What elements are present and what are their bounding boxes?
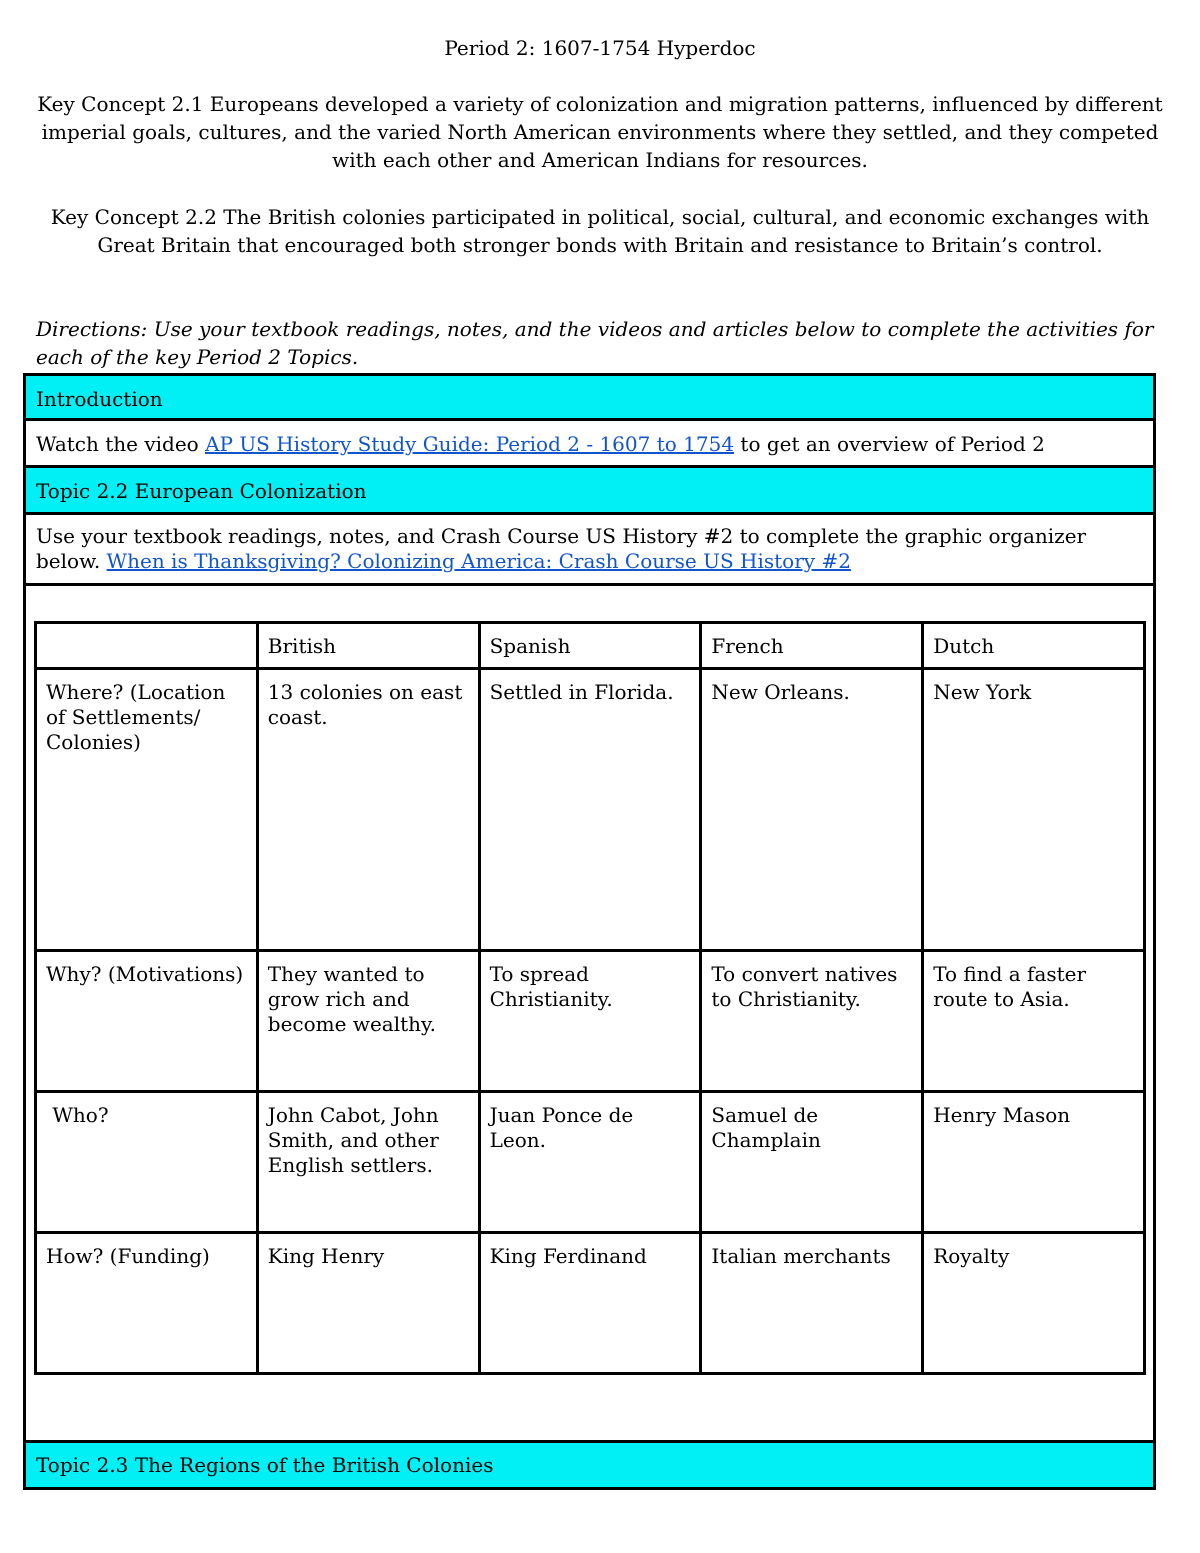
column-header-french: French	[701, 623, 923, 669]
column-header-british: British	[257, 623, 479, 669]
page-title: Period 2: 1607-1754 Hyperdoc	[444, 36, 756, 60]
cell-who-british[interactable]: John Cabot, John Smith, and other English settlers.	[257, 1092, 479, 1233]
cell-who-spanish[interactable]: Juan Ponce de Leon.	[479, 1092, 701, 1233]
cell-where-dutch[interactable]: New York	[923, 669, 1145, 951]
key-concept-2-1: Key Concept 2.1 Europeans developed a variety of colonization and migration patterns, influenced by different imperial goals, cultures, and the varied North American environments where they settled, and they competed with each other and American Indians for resources.	[37, 92, 1163, 172]
organizer-row-how	[36, 1233, 1145, 1374]
row-label-how: How? (Funding)	[36, 1233, 258, 1374]
cell-why-dutch[interactable]: To find a faster route to Asia.	[923, 951, 1145, 1092]
cell-how-spanish[interactable]: King Ferdinand	[479, 1233, 701, 1374]
directions-text: Directions: Use your textbook readings, notes, and the videos and articles below to complete the activities for each of the key Period 2 Topics.	[36, 317, 1154, 369]
row-label-why: Why? (Motivations)	[36, 951, 258, 1092]
hyperdoc-table	[23, 373, 1156, 1490]
cell-where-british[interactable]: 13 colonies on east coast.	[257, 669, 479, 951]
organizer-corner-cell	[36, 623, 258, 669]
cell-why-british[interactable]: They wanted to grow rich and become wealthy.	[257, 951, 479, 1092]
cell-how-french[interactable]: Italian merchants	[701, 1233, 923, 1374]
introduction-heading: Introduction	[26, 376, 1153, 421]
cell-where-spanish[interactable]: Settled in Florida.	[479, 669, 701, 951]
organizer-row-who	[36, 1092, 1145, 1233]
cell-how-dutch[interactable]: Royalty	[923, 1233, 1145, 1374]
row-label-where: Where? (Location of Settlements/ Colonies)	[36, 669, 258, 951]
introduction-text-before: Watch the video	[36, 432, 206, 456]
cell-who-french[interactable]: Samuel de Champlain	[701, 1092, 923, 1233]
overview-video-link[interactable]: AP US History Study Guide: Period 2 - 1607 to 1754	[205, 432, 735, 456]
organizer-row-where	[36, 669, 1145, 951]
topic-2-2-heading: Topic 2.2 European Colonization	[26, 468, 1153, 515]
introduction-body	[26, 421, 1153, 468]
topic-2-3-heading: Topic 2.3 The Regions of the British Colonies	[26, 1440, 1153, 1487]
graphic-organizer	[34, 621, 1146, 1375]
row-label-who: Who?	[36, 1092, 258, 1233]
cell-why-french[interactable]: To convert natives to Christianity.	[701, 951, 923, 1092]
topic-2-2-instructions	[26, 515, 1153, 586]
cell-where-french[interactable]: New Orleans.	[701, 669, 923, 951]
cell-why-spanish[interactable]: To spread Christianity.	[479, 951, 701, 1092]
column-header-spanish: Spanish	[479, 623, 701, 669]
crash-course-video-link[interactable]: When is Thanksgiving? Colonizing America: Crash Course US History #2	[106, 549, 851, 573]
introduction-text-after: to get an overview of Period 2	[734, 432, 1045, 456]
column-header-dutch: Dutch	[923, 623, 1145, 669]
cell-how-british[interactable]: King Henry	[257, 1233, 479, 1374]
key-concept-2-2: Key Concept 2.2 The British colonies participated in political, social, cultural, and economic exchanges with Great Britain that encouraged both stronger bonds with Britain and resistance to Britain’s control.	[50, 205, 1150, 257]
topic-2-2-instructions-text: Use your textbook readings, notes, and Crash Course US History #2 to complete the graphic organizer below.	[36, 524, 1087, 573]
organizer-row-why	[36, 951, 1145, 1092]
organizer-header-row	[36, 623, 1145, 669]
cell-who-dutch[interactable]: Henry Mason	[923, 1092, 1145, 1233]
